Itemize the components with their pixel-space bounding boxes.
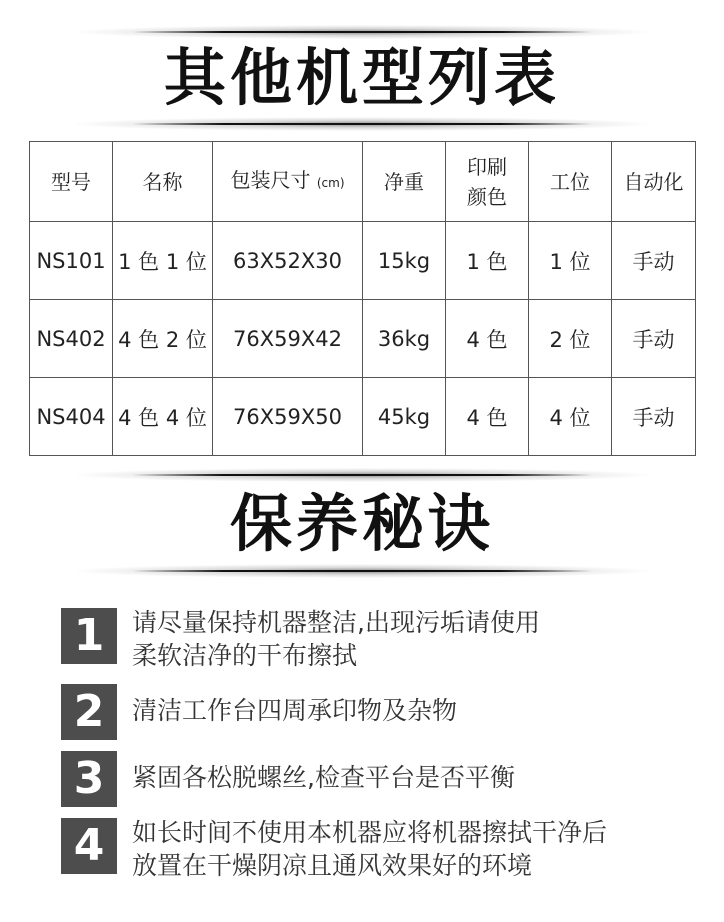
cell-color: 1 色 (446, 222, 529, 300)
cell-station: 4 位 (529, 378, 612, 456)
tip-item-4 (61, 818, 681, 888)
header-model: 型号 (30, 142, 113, 222)
tip-item-2 (61, 684, 681, 740)
tip-item-3 (61, 751, 681, 807)
cell-color: 4 色 (446, 378, 529, 456)
cell-name: 4 色 2 位 (113, 300, 213, 378)
number-badge: 1 (61, 608, 117, 664)
cell-weight: 36kg (363, 300, 446, 378)
header-name: 名称 (113, 142, 213, 222)
cell-station: 1 位 (529, 222, 612, 300)
cell-station: 2 位 (529, 300, 612, 378)
header-station: 工位 (529, 142, 612, 222)
table-row (30, 222, 696, 300)
cell-automation: 手动 (612, 300, 696, 378)
cell-automation: 手动 (612, 222, 696, 300)
cell-size: 76X59X42 (213, 300, 363, 378)
top-divider (75, 25, 649, 39)
cell-automation: 手动 (612, 378, 696, 456)
header-package-size: 包装尺寸 (cm) (213, 142, 363, 222)
number-badge: 2 (61, 684, 117, 740)
table-row (30, 300, 696, 378)
tip-item-1 (61, 608, 681, 678)
title-underline-divider (75, 117, 649, 131)
number-badge: 3 (61, 751, 117, 807)
table-header-row (30, 142, 696, 222)
section2-top-divider (75, 468, 649, 482)
header-size-unit: (cm) (316, 176, 345, 190)
cell-weight: 45kg (363, 378, 446, 456)
tip-text (132, 694, 692, 727)
tip-line: 紧固各松脱螺丝,检查平台是否平衡 (132, 763, 515, 792)
cell-weight: 15kg (363, 222, 446, 300)
tip-text (132, 761, 692, 794)
cell-size: 63X52X30 (213, 222, 363, 300)
tip-line: 清洁工作台四周承印物及杂物 (132, 696, 458, 725)
tip-line: 放置在干燥阴凉且通风效果好的环境 (132, 851, 533, 880)
cell-name: 4 色 4 位 (113, 378, 213, 456)
tip-text (132, 606, 692, 672)
tip-line: 柔软洁净的干布擦拭 (132, 641, 358, 670)
model-spec-table (29, 141, 696, 456)
tip-text (132, 816, 692, 882)
header-automation: 自动化 (612, 142, 696, 222)
number-badge: 4 (61, 818, 117, 874)
cell-model: NS404 (30, 378, 113, 456)
cell-name: 1 色 1 位 (113, 222, 213, 300)
table-row (30, 378, 696, 456)
cell-model: NS402 (30, 300, 113, 378)
header-net-weight: 净重 (363, 142, 446, 222)
section-title-models: 其他机型列表 (163, 41, 560, 114)
cell-size: 76X59X50 (213, 378, 363, 456)
tip-line: 请尽量保持机器整洁,出现污垢请使用 (132, 608, 540, 637)
tip-line: 如长时间不使用本机器应将机器擦拭干净后 (132, 818, 608, 847)
section-title-maintenance: 保养秘诀 (229, 487, 494, 560)
cell-color: 4 色 (446, 300, 529, 378)
cell-model: NS101 (30, 222, 113, 300)
section2-underline-divider (75, 564, 649, 578)
header-print-color: 印刷 颜色 (446, 142, 529, 222)
